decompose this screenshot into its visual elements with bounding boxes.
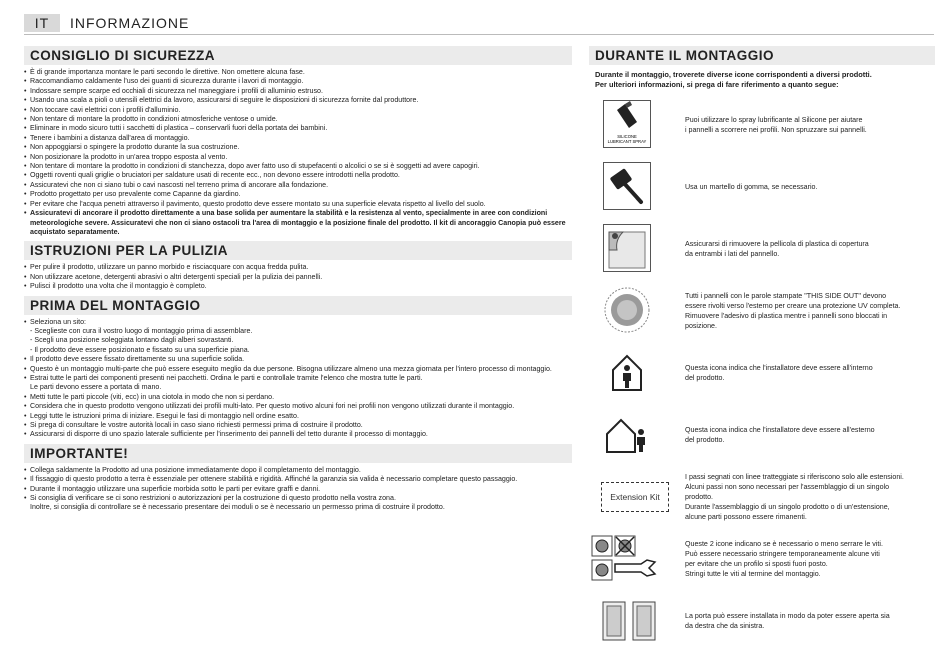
header-title: INFORMAZIONE <box>70 15 190 31</box>
before-item: • Seleziona un sito: <box>24 318 572 327</box>
uv-side-icon <box>603 286 651 334</box>
before-item: • Leggi tutte le istruzioni prima di iniziare. Esegui le fasi di montaggio nell ordine esatto. <box>24 412 572 421</box>
safety-item: • Non toccare cavi elettrici con i profili d'alluminio. <box>24 106 572 115</box>
before-item: • Estrai tutte le parti dei componenti presenti nei pacchetti. Ordina le parti e controllale tramite l'elenco che mostra tutte le parti. <box>24 374 572 383</box>
safety-item: • Per evitare che l'acqua penetri attraverso il pavimento, questo prodotto deve essere montato su una superficie elevata rispetto al livello del suolo. <box>24 200 572 209</box>
installer-inside-icon <box>603 348 651 396</box>
cleaning-item: • Per pulire il prodotto, utilizzare un panno morbido e risciacquare con acqua fredda pulita. <box>24 263 572 272</box>
important-title: IMPORTANTE! <box>24 444 572 463</box>
silicone-spray-icon <box>603 100 651 148</box>
safety-item: • Eliminare in modo sicuro tutti i sacchetti di plastica – conservarli fuori della portata dei bambini. <box>24 124 572 133</box>
safety-item: • Non tentare di montare la prodotto in condizioni atmosferiche ventose o umide. <box>24 115 572 124</box>
before-item: • Si prega di consultare le vostre autorità locali in caso siano richiesti permessi prima di costruire il prodotto. <box>24 421 572 430</box>
safety-bold-item: • Assicuratevi di ancorare il prodotto direttamente a una base solida per aumentare la stabilità e la resistenza al vento, specialmente in aree con condizioni meteorologiche severe. Assicuratevi che non ci siano ostacoli tra l'area di montaggio e la posizione finale del prodotto. Il kit di ancoraggio Canopia può essere acquistato separatamente. <box>24 209 572 237</box>
icon-row <box>589 342 935 404</box>
icon-description: Questa icona indica che l'installatore deve essere all'esterno del prodotto. <box>685 426 875 444</box>
icon-row <box>589 466 935 528</box>
door-direction-icon <box>599 596 659 644</box>
before-item: • Metti tutte le parti piccole (viti, ecc) in una ciotola in modo che non si perdano. <box>24 393 572 402</box>
page-header <box>24 12 934 35</box>
icon-row <box>589 94 935 156</box>
during-intro <box>595 70 935 90</box>
icon-description: Puoi utilizzare lo spray lubrificante al Silicone per aiutare i pannelli a scorrere nei profili. Non spruzzare sui pannelli. <box>685 116 867 134</box>
extension-kit-icon: Extension Kit <box>601 482 669 512</box>
safety-item: • Raccomandiamo caldamente l'uso dei guanti di sicurezza durante i lavori di montaggio. <box>24 77 572 86</box>
important-item: • Collega saldamente la Prodotto ad una posizione immediatamente dopo il completamento del montaggio. <box>24 466 572 475</box>
before-assembly-title: PRIMA DEL MONTAGGIO <box>24 296 572 315</box>
icon-description: Queste 2 icone indicano se è necessario o meno serrare le viti. Può essere necessario stringere temporaneamente alcune viti per evitare che un profilo si sposti fuori posto. Stringi tutte le viti al termine del montaggio. <box>685 540 883 578</box>
important-subitem: Inoltre, si consiglia di controllare se è necessario presentare dei moduli o se è necessario un permesso prima di costruire il prodotto. <box>30 503 445 512</box>
cleaning-list <box>24 263 572 291</box>
spray-label: LUBRICANT SPRAY <box>607 139 647 144</box>
safety-item: • Non posizionare la prodotto in un'area troppo esposta al vento. <box>24 153 572 162</box>
protective-film-icon <box>603 224 651 272</box>
icon-row <box>589 156 935 218</box>
icon-row <box>589 218 935 280</box>
before-item: • Assicurarsi di disporre di uno spazio laterale sufficiente per l'inserimento dei pannelli del tetto durante il processo di montaggio. <box>24 430 572 439</box>
safety-item: • Assicuratevi che non ci siano tubi o cavi nascosti nel terreno prima di ancorare alla fondazione. <box>24 181 572 190</box>
icon-row <box>589 280 935 342</box>
installer-outside-icon <box>603 410 651 458</box>
left-column <box>24 46 572 517</box>
before-subitem: - Il prodotto deve essere posizionato e fissato su una superficie piana. <box>30 345 250 354</box>
safety-item: • Prodotto progettato per uso prevalente come Capanne da giardino. <box>24 190 572 199</box>
before-item: • Il prodotto deve essere fissato direttamente su una superficie solida. <box>24 355 572 364</box>
before-item: • Questo è un montaggio multi-parte che può essere eseguito meglio da due persone. Bisogna utilizzare almeno una mezza giornata per l'intero processo di montaggio. <box>24 365 572 374</box>
safety-item: • Non tentare di montare la prodotto in condizioni di stanchezza, dopo aver fatto uso di stupefacenti o alcolici o se si è soggetti ad avere capogiri. <box>24 162 572 171</box>
before-subitem: - Sceglieste con cura il vostro luogo di montaggio prima di assemblare. <box>30 326 253 335</box>
icon-description: Usa un martello di gomma, se necessario. <box>685 183 818 191</box>
important-list <box>24 466 572 513</box>
cleaning-title: ISTRUZIONI PER LA PULIZIA <box>24 241 572 260</box>
rubber-mallet-icon <box>603 162 651 210</box>
important-item: • Il fissaggio di questo prodotto a terra è essenziale per ottenere stabilità e rigidità. Affinché la garanzia sia valida è necessario completare questo passaggio. <box>24 475 572 484</box>
important-item: • Si consiglia di verificare se ci sono restrizioni o autorizzazioni per la costruzione di questo prodotto nella vostra zona. <box>24 494 572 503</box>
safety-item: • Usando una scala a pioli o utensili elettrici da lavoro, assicurarsi di seguire le disposizioni di sicurezza fornite dal produttore. <box>24 96 572 105</box>
before-subitem: - Scegli una posizione soleggiata lontano dagli alberi sovrastanti. <box>30 336 234 345</box>
safety-item: • Tenere i bambini a distanza dall'area di montaggio. <box>24 134 572 143</box>
spray-label: SILICONE <box>617 134 637 139</box>
important-item: • Durante il montaggio utilizzare una superficie morbida sotto le parti per evitare graffi e danni. <box>24 485 572 494</box>
icon-description: La porta può essere installata in modo da poter essere aperta sia da destra che da sinistra. <box>685 612 890 630</box>
safety-item: • Indossare sempre scarpe ed occhiali di sicurezza nel maneggiare i profili di alluminio estruso. <box>24 87 572 96</box>
cleaning-item: • Pulisci il prodotto una volta che il montaggio è completo. <box>24 282 572 291</box>
before-subitem: Le parti devono essere a portata di mano. <box>30 383 162 392</box>
intro-line: Durante il montaggio, troverete diverse icone corrispondenti a diversi prodotti. <box>595 70 872 79</box>
safety-title: CONSIGLIO DI SICUREZZA <box>24 46 572 65</box>
screw-tightening-icon <box>591 534 667 582</box>
language-code: IT <box>24 14 60 32</box>
icon-row <box>589 528 935 590</box>
safety-list <box>24 68 572 237</box>
before-item: • Considera che in questo prodotto vengono utilizzati dei profili multi-lato. Per questo motivo alcuni fori nei profili non vengono utilizzati durante il montaggio. <box>24 402 572 411</box>
icon-description: Questa icona indica che l'installatore deve essere all'interno del prodotto. <box>685 364 873 382</box>
icon-description: Tutti i pannelli con le parole stampate "THIS SIDE OUT" devono essere rivolti verso l'esterno per creare una protezione UV completa. Rimuovere l'adesivo di plastica mentre i pannelli sono bloccati in posizione. <box>685 292 901 330</box>
safety-item: • Oggetti roventi quali griglie o bruciatori per saldature usati di recente ecc., non devono essere introdotti nella prodotto. <box>24 171 572 180</box>
icon-row <box>589 404 935 466</box>
cleaning-item: • Non utilizzare acetone, detergenti abrasivi o altri detergenti speciali per la pulizia dei pannelli. <box>24 273 572 282</box>
safety-item: • È di grande importanza montare le parti secondo le direttive. Non omettere alcuna fase. <box>24 68 572 77</box>
safety-item: • Non appoggiarsi o spingere la prodotto durante la sua costruzione. <box>24 143 572 152</box>
icon-row <box>589 590 935 652</box>
before-assembly-list <box>24 318 572 440</box>
during-assembly-title: DURANTE IL MONTAGGIO <box>589 46 935 65</box>
icon-description: I passi segnati con linee tratteggiate si riferiscono solo alle estensioni. Alcuni passi non sono necessari per l'assemblaggio di un singolo prodotto. Durante l'assemblaggio di un singolo prodotto o di un'estensione, alcune parti possono essere rimanenti. <box>685 473 904 521</box>
icon-description: Assicurarsi di rimuovere la pellicola di plastica di copertura da entrambi i lati del pannello. <box>685 240 869 258</box>
right-column <box>589 46 935 652</box>
intro-line: Per ulteriori informazioni, si prega di fare riferimento a quanto segue: <box>595 80 839 89</box>
